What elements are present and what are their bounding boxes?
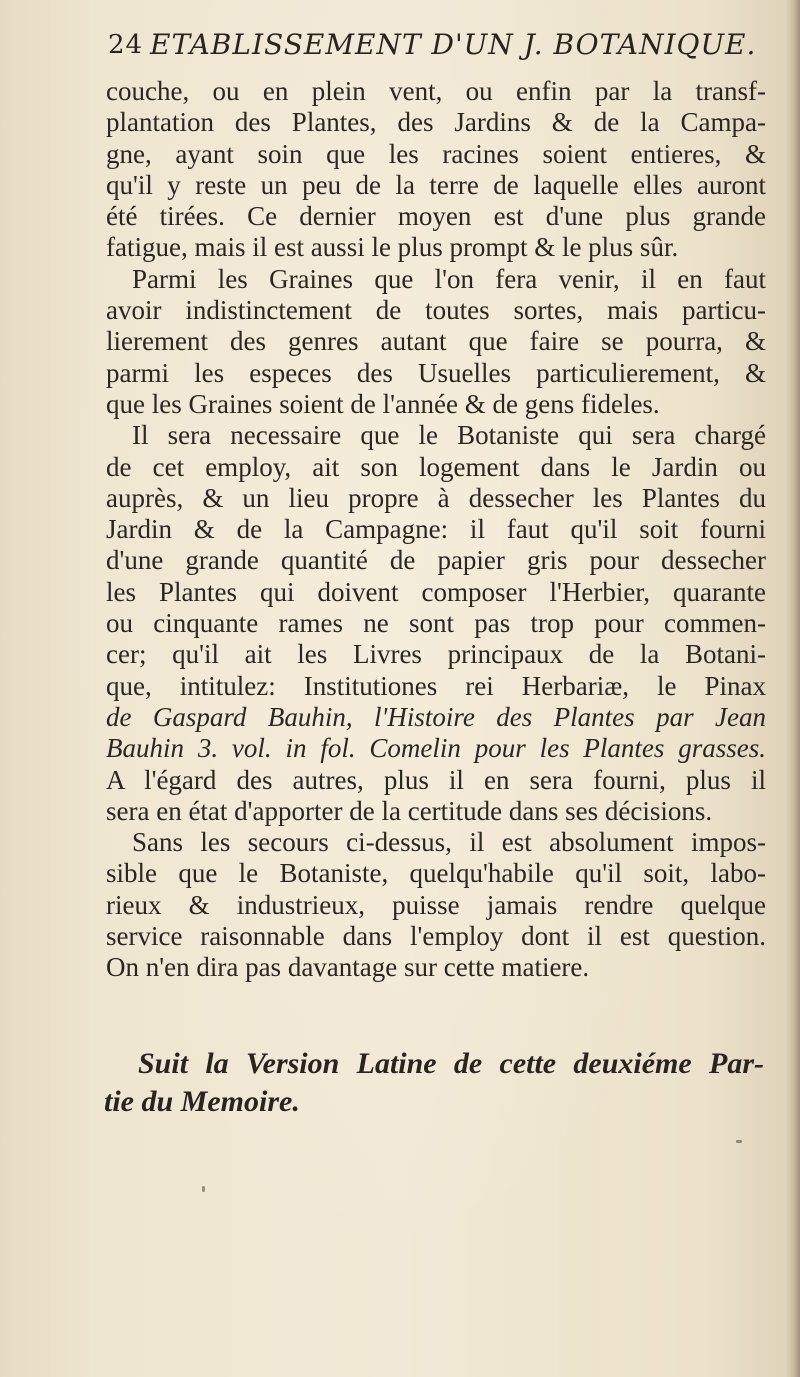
text-line: rieux & industrieux, puisse jamais rendre quelque — [106, 889, 766, 920]
closing-note — [104, 1045, 764, 1121]
text-line: parmi les especes des Usuelles particulierement, & — [106, 357, 766, 388]
text-line: plantation des Plantes, des Jardins & de la Campa- — [106, 107, 766, 138]
text-line: les Plantes qui doivent composer l'Herbier, quarante — [106, 576, 766, 607]
body-text — [106, 76, 766, 984]
text-line: lierement des genres autant que faire se pourra, & — [106, 326, 766, 357]
text-line: Bauhin 3. vol. in fol. Comelin pour les Plantes grasses. — [106, 733, 766, 764]
text-line: Il sera necessaire que le Botaniste qui sera chargé — [132, 420, 766, 451]
text-line: A l'égard des autres, plus il en sera fourni, plus il — [106, 764, 766, 795]
text-line: cer; qu'il ait les Livres principaux de la Botani- — [106, 639, 766, 670]
text-line: couche, ou en plein vent, ou enfin par la transf- — [106, 76, 766, 106]
text-line: Sans les secours ci-dessus, il est absolument impos- — [132, 827, 766, 858]
text-line: ou cinquante rames ne sont pas trop pour commen- — [106, 608, 766, 639]
ink-speck — [736, 1140, 742, 1143]
text-line: qu'il y reste un peu de la terre de laquelle elles auront — [106, 169, 766, 200]
text-line: d'une grande quantité de papier gris pour dessecher — [106, 545, 766, 576]
page-number: 24 — [108, 30, 144, 60]
text-line: de cet employ, ait son logement dans le Jardin ou — [106, 451, 766, 482]
text-line: auprès, & un lieu propre à dessecher les Plantes du — [106, 482, 766, 513]
text-line: fatigue, mais il est aussi le plus prompt & le plus sûr. — [106, 232, 679, 263]
text-line: de Gaspard Bauhin, l'Histoire des Plantes par Jean — [106, 701, 766, 732]
closing-line: tie du Memoire. — [104, 1085, 300, 1118]
page-header — [108, 18, 768, 66]
text-line: que les Graines soient de l'année & de gens fideles. — [106, 388, 660, 419]
text-line: été tirées. Ce dernier moyen est d'une plus grande — [106, 201, 766, 232]
text-line: service raisonnable dans l'employ dont il est question. — [106, 921, 766, 952]
text-line: gne, ayant soin que les racines soient entieres, & — [106, 138, 766, 169]
text-line: sera en état d'apporter de la certitude dans ses décisions. — [106, 795, 713, 826]
closing-line: Suit la Version Latine de cette deuxiéme Par- — [138, 1047, 764, 1080]
page-edge-shadow — [786, 0, 800, 1377]
text-line: que, intitulez: Institutiones rei Herbariæ, le Pinax — [106, 670, 766, 701]
running-head: ETABLISSEMENT D'UN J. BOTANIQUE. — [150, 28, 757, 61]
ink-speck — [202, 1186, 205, 1192]
text-line: sible que le Botaniste, quelqu'habile qu'il soit, labo- — [106, 858, 766, 889]
text-line: On n'en dira pas davantage sur cette matiere. — [106, 952, 590, 983]
text-line: Parmi les Graines que l'on fera venir, il en faut — [132, 263, 766, 294]
text-line: avoir indistinctement de toutes sortes, mais particu- — [106, 295, 766, 326]
text-line: Jardin & de la Campagne: il faut qu'il soit fourni — [106, 514, 766, 545]
